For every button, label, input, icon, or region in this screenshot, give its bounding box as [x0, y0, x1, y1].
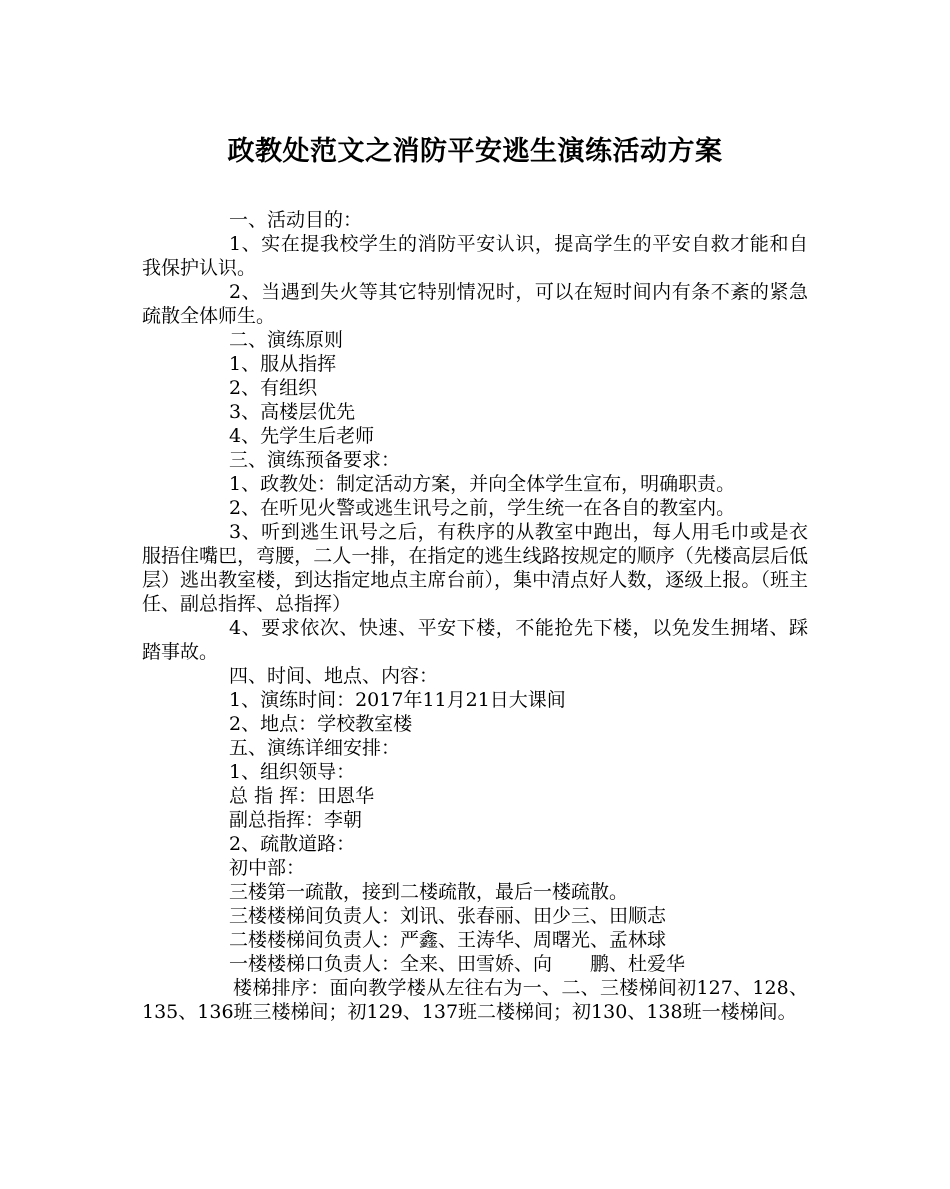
document-title: 政教处范文之消防平安逃生演练活动方案: [227, 136, 723, 167]
paragraph: 2、有组织: [229, 377, 318, 399]
paragraph: 2、疏散道路：: [229, 833, 356, 855]
paragraph: 总 指 挥：田恩华: [229, 785, 375, 807]
paragraph: 一楼楼梯口负责人：全来、田雪娇、向 鹏、杜爱华: [229, 953, 686, 975]
section-heading: 四、时间、地点、内容：: [229, 665, 439, 687]
paragraph: 3、听到逃生讯号之后，有秩序的从教室中跑出，每人用毛巾或是衣服捂住嘴巴，弯腰，二人一排，在指定的逃生线路按规定的顺序（先楼高层后低层）逃出教室楼，到达指定地点主席台前），集中清点好人数，逐级上报。（班主任、副总指挥、总指挥）: [142, 521, 808, 615]
section-heading: 五、演练详细安排：: [229, 737, 401, 759]
paragraph: 二楼楼梯间负责人：严鑫、王涛华、周曙光、孟林球: [229, 929, 667, 951]
paragraph: 1、服从指挥: [229, 353, 337, 375]
paragraph: 副总指挥：李朝: [229, 809, 363, 831]
paragraph: 3、高楼层优先: [229, 401, 356, 423]
paragraph: 1、演练时间：2017年11月21日大课间: [229, 689, 566, 711]
paragraph: 2、地点：学校教室楼: [229, 713, 413, 735]
paragraph: 初中部：: [229, 857, 306, 879]
section-heading: 二、演练原则: [229, 329, 344, 351]
section-heading: 一、活动目的：: [229, 209, 363, 231]
section-heading: 三、演练预备要求：: [229, 449, 401, 471]
paragraph: 2、在听见火警或逃生讯号之前，学生统一在各自的教室内。: [229, 497, 736, 519]
paragraph: 楼梯排序：面向教学楼从左往右为一、二、三楼梯间初127、128、135、136班三楼梯间；初129、137班二楼梯间；初130、138班一楼梯间。: [142, 977, 808, 1023]
paragraph: 三楼第一疏散，接到二楼疏散，最后一楼疏散。: [229, 881, 629, 903]
paragraph: 1、组织领导：: [229, 761, 356, 783]
paragraph: 4、要求依次、快速、平安下楼，不能抢先下楼，以免发生拥堵、踩踏事故。: [142, 617, 808, 663]
paragraph: 1、政教处：制定活动方案，并向全体学生宣布，明确职责。: [229, 473, 736, 495]
document-body: [142, 208, 808, 1024]
paragraph: 2、当遇到失火等其它特别情况时，可以在短时间内有条不紊的紧急疏散全体师生。: [142, 281, 808, 327]
paragraph: 1、实在提我校学生的消防平安认识，提高学生的平安自救才能和自我保护认识。: [142, 233, 808, 279]
paragraph: 三楼楼梯间负责人：刘讯、张春丽、田少三、田顺志: [229, 905, 667, 927]
paragraph: 4、先学生后老师: [229, 425, 375, 447]
